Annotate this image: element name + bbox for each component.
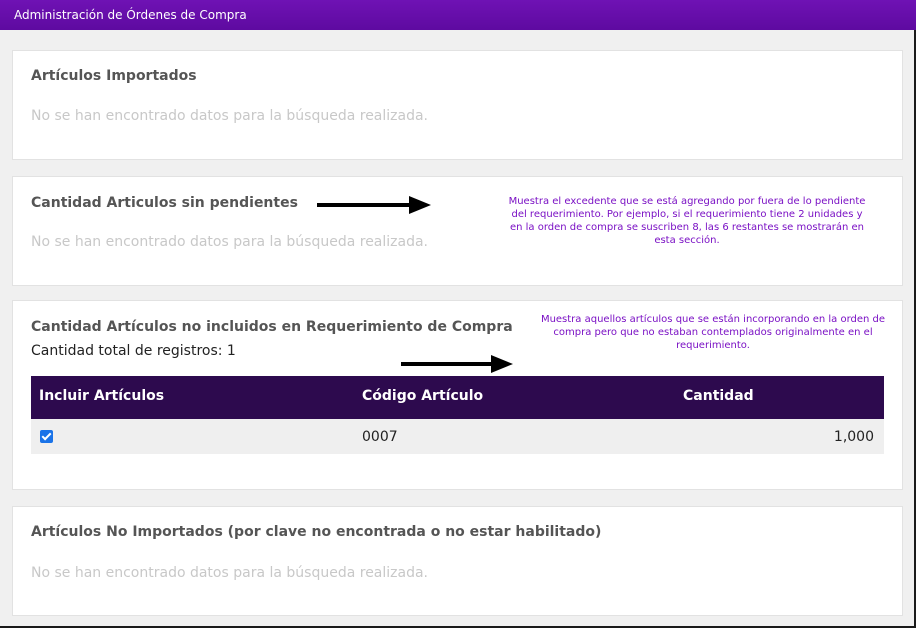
column-header-include[interactable]: Incluir Artículos <box>39 388 165 404</box>
column-header-quantity[interactable]: Cantidad <box>683 388 754 404</box>
app-title: Administración de Órdenes de Compra <box>14 8 247 22</box>
articles-table <box>31 376 884 454</box>
section-imported-articles <box>12 50 903 160</box>
include-article-checkbox[interactable] <box>40 430 53 443</box>
section-no-pending-articles <box>12 176 903 286</box>
section-title: Cantidad Articulos sin pendientes <box>31 195 298 211</box>
empty-message: No se han encontrado datos para la búsqueda realizada. <box>31 108 429 124</box>
article-quantity: 1,000 <box>833 429 874 445</box>
table-row <box>31 419 884 454</box>
section-title: Cantidad Artículos no incluidos en Requerimiento de Compra <box>31 319 513 335</box>
table-header <box>31 376 884 419</box>
empty-message: No se han encontrado datos para la búsqueda realizada. <box>31 234 429 250</box>
app-header <box>0 0 916 30</box>
column-header-code[interactable]: Código Artículo <box>362 388 484 404</box>
section-title: Artículos Importados <box>31 68 197 84</box>
article-code: 0007 <box>362 429 398 445</box>
empty-message: No se han encontrado datos para la búsqueda realizada. <box>31 565 429 581</box>
section-not-included-articles <box>12 300 903 490</box>
annotation-arrow <box>401 354 513 374</box>
annotation-note: Muestra el excedente que se está agregando por fuera de lo pendiente del requerimiento. Por ejemplo, si el requerimiento tiene 2 unidades y en la orden de compra se suscriben 8, las 6 restantes se mostrarán en esta sección. <box>508 196 866 246</box>
section-not-imported-articles <box>12 506 903 616</box>
annotation-arrow <box>317 195 431 215</box>
annotation-note: Muestra aquellos artículos que se están incorporando en la orden de compra pero que no estaban contemplados originalmente en el requerimiento. <box>540 314 886 351</box>
total-records: Cantidad total de registros: 1 <box>31 343 236 359</box>
section-title: Artículos No Importados (por clave no encontrada o no estar habilitado) <box>31 524 602 540</box>
